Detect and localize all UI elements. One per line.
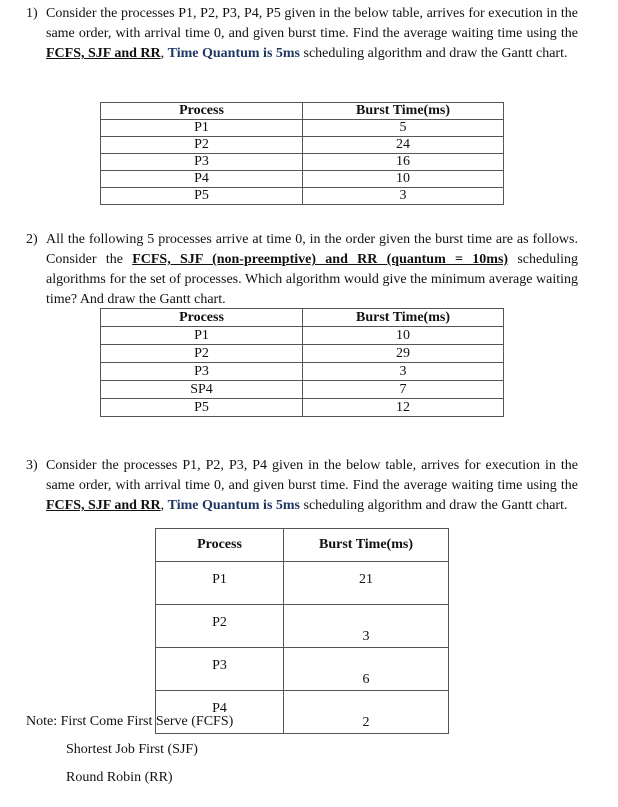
column-header-burst-time: Burst Time(ms) bbox=[303, 103, 504, 120]
process-cell: SP4 bbox=[101, 381, 303, 399]
burst-cell: 3 bbox=[284, 605, 449, 648]
burst-cell: 10 bbox=[303, 171, 504, 188]
process-cell: P5 bbox=[101, 399, 303, 417]
column-header-burst-time: Burst Time(ms) bbox=[303, 309, 504, 327]
table-row bbox=[101, 345, 504, 363]
table-row bbox=[101, 327, 504, 345]
question-2-algorithms: FCFS, SJF (non-preemptive) and RR (quantum = 10ms) bbox=[132, 252, 509, 267]
table-row bbox=[101, 171, 504, 188]
note-line-rr: Round Robin (RR) bbox=[66, 770, 173, 785]
question-1-text: Consider the processes P1, P2, P3, P4, P5 given in the below table, arrives for execution in the same order, with arrival time 0, and given burst time. Find the average waiting time using the FCFS, SJF and RR, Time Quantum is 5ms scheduling algorithm and draw the Gantt chart. bbox=[46, 6, 578, 61]
burst-cell: 29 bbox=[303, 345, 504, 363]
table-row bbox=[101, 188, 504, 205]
burst-cell: 3 bbox=[303, 188, 504, 205]
column-header-process: Process bbox=[101, 309, 303, 327]
burst-cell: 21 bbox=[284, 562, 449, 605]
burst-cell: 10 bbox=[303, 327, 504, 345]
process-cell: P3 bbox=[101, 154, 303, 171]
burst-cell: 6 bbox=[284, 648, 449, 691]
question-3-text: Consider the processes P1, P2, P3, P4 given in the below table, arrives for execution in the same order, with arrival time 0, and given burst time. Find the average waiting time using the FCFS, SJF and RR, Time Quantum is 5ms scheduling algorithm and draw the Gantt chart. bbox=[46, 458, 578, 513]
process-cell: P2 bbox=[156, 605, 284, 648]
question-1-number: 1) bbox=[26, 6, 38, 21]
table-row bbox=[156, 648, 449, 691]
process-cell: P3 bbox=[156, 648, 284, 691]
note-line-fcfs: Note: First Come First Serve (FCFS) bbox=[26, 714, 234, 729]
process-cell: P2 bbox=[101, 345, 303, 363]
table-row bbox=[156, 605, 449, 648]
burst-cell: 12 bbox=[303, 399, 504, 417]
note-line-sjf: Shortest Job First (SJF) bbox=[66, 742, 198, 757]
table-row bbox=[101, 381, 504, 399]
table-row bbox=[101, 154, 504, 171]
table-row bbox=[101, 399, 504, 417]
process-cell: P5 bbox=[101, 188, 303, 205]
question-2-number: 2) bbox=[26, 232, 38, 247]
question-1-quantum: Time Quantum is 5ms bbox=[167, 46, 300, 61]
table-row bbox=[101, 363, 504, 381]
table-row bbox=[156, 562, 449, 605]
question-1-algorithms: FCFS, SJF and RR bbox=[46, 46, 161, 61]
burst-cell: 5 bbox=[303, 120, 504, 137]
column-header-process: Process bbox=[101, 103, 303, 120]
question-2 bbox=[26, 230, 578, 310]
process-cell: P1 bbox=[156, 562, 284, 605]
question-1 bbox=[26, 4, 578, 64]
process-cell: P1 bbox=[101, 120, 303, 137]
question-2-table bbox=[100, 308, 504, 417]
question-3-algorithms: FCFS, SJF and RR bbox=[46, 498, 161, 513]
question-2-text: All the following 5 processes arrive at time 0, in the order given the burst time are as follows. Consider the FCFS, SJF (non-preemptive) and RR (quantum = 10ms) scheduling algorithms for the set of processes. Which algorithm would give the minimum average waiting time? And draw the Gantt chart. bbox=[46, 232, 578, 307]
process-cell: P2 bbox=[101, 137, 303, 154]
column-header-process: Process bbox=[156, 529, 284, 562]
table-header-row bbox=[101, 309, 504, 327]
burst-cell: 16 bbox=[303, 154, 504, 171]
table-header-row bbox=[156, 529, 449, 562]
question-1-table bbox=[100, 102, 504, 205]
process-cell: P3 bbox=[101, 363, 303, 381]
process-cell: P1 bbox=[101, 327, 303, 345]
burst-cell: 2 bbox=[284, 691, 449, 734]
question-3-table bbox=[155, 528, 449, 734]
question-3-number: 3) bbox=[26, 458, 38, 473]
burst-cell: 3 bbox=[303, 363, 504, 381]
process-cell: P4 bbox=[101, 171, 303, 188]
table-header-row bbox=[101, 103, 504, 120]
note bbox=[26, 712, 233, 796]
burst-cell: 7 bbox=[303, 381, 504, 399]
table-row bbox=[101, 137, 504, 154]
question-3 bbox=[26, 456, 578, 516]
column-header-burst-time: Burst Time(ms) bbox=[284, 529, 449, 562]
table-row bbox=[101, 120, 504, 137]
burst-cell: 24 bbox=[303, 137, 504, 154]
question-3-quantum: Time Quantum is 5ms bbox=[167, 498, 300, 513]
process-cell: P4 bbox=[156, 691, 284, 734]
